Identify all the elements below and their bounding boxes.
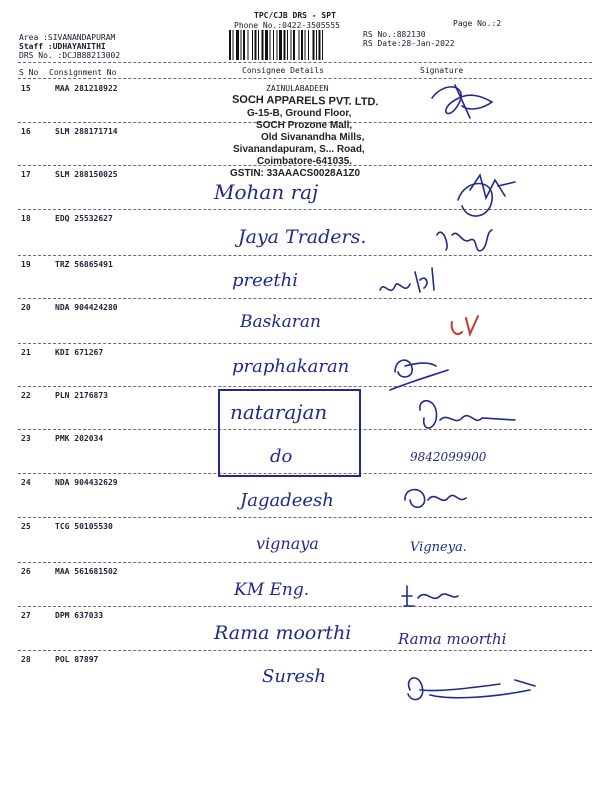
row-sno: 16: [21, 127, 31, 136]
row-consignee-name: preethi: [232, 270, 299, 291]
signature-17: [458, 175, 515, 216]
row-consignee-name: Mohan raj: [214, 180, 319, 204]
row-sno: 24: [21, 478, 31, 487]
row-consignment-no: SLM 288171714: [55, 127, 118, 136]
printed-consignee-name: ZAINULABADEEN: [266, 84, 329, 93]
row-sno: 18: [21, 214, 31, 223]
row-sno: 17: [21, 170, 31, 179]
staff-field: Staff :UDHAYANITHI: [19, 42, 106, 51]
row-consignment-no: PMK 202034: [55, 434, 104, 443]
row-consignment-no: NDA 904424280: [55, 303, 118, 312]
stamp-line2: SOCH Prozone Mall,: [256, 120, 353, 131]
row-sno: 28: [21, 655, 31, 664]
row-consignment-no: POL 87897: [55, 655, 99, 664]
row-consignee-name: Baskaran: [240, 312, 321, 332]
col-signature: Signature: [420, 66, 464, 75]
row-consignment-no: TRZ 56865491: [55, 260, 113, 269]
row-consignment-no: NDA 904432629: [55, 478, 118, 487]
stamp-company: SOCH APPARELS PVT. LTD.: [231, 93, 379, 109]
signature-28: [408, 678, 535, 700]
row-consignee-name: Rama moorthi: [214, 622, 352, 644]
row-consignee-name: natarajan: [230, 400, 328, 424]
row-consignment-no: PLN 2176873: [55, 391, 108, 400]
rs-date: RS Date:28-Jan-2022: [363, 39, 455, 48]
row-consignment-no: MAA 561681502: [55, 567, 118, 576]
stamp-line1: G-15-B, Ground Floor,: [247, 108, 352, 119]
stamp-line5: Coimbatore-641035.: [257, 156, 353, 167]
signature-21: [390, 360, 448, 390]
col-sno: S No: [19, 68, 39, 77]
row-sno: 26: [21, 567, 31, 576]
stamp-gstin: GSTIN: 33AAACS0028A1Z0: [230, 168, 361, 179]
row-sno: 23: [21, 434, 31, 443]
row-consignment-no: KDI 671267: [55, 348, 104, 357]
row-consignee-name: do: [270, 446, 293, 467]
red-mark-20: [452, 316, 478, 334]
row-sno: 15: [21, 84, 31, 93]
row-consignee-name: Jagadeesh: [240, 490, 334, 511]
row-consignment-no: EDQ 25532627: [55, 214, 113, 223]
stamp-line4: Sivanandapuram, S... Road,: [233, 144, 365, 155]
rs-number: RS No.:882130: [363, 30, 426, 39]
row-consignee-name: praphakaran: [232, 356, 350, 377]
signature-24: [405, 490, 466, 508]
signature-15: [432, 85, 492, 118]
row-consignment-no: TCG 50105530: [55, 522, 113, 531]
row-consignment-no: MAA 281218922: [55, 84, 118, 93]
signature-18: [437, 230, 492, 251]
row-sno: 22: [21, 391, 31, 400]
stamp-line3: Old Sivanandha Mills,: [261, 132, 365, 143]
row-sno: 21: [21, 348, 31, 357]
drs-number: DRS No. :DCJB88213002: [19, 51, 121, 60]
row-sno: 25: [21, 522, 31, 531]
row-signature-text: 9842099900: [410, 450, 487, 464]
drs-title: TPC/CJB DRS - SPT: [254, 11, 336, 20]
row-consignee-name: KM Eng.: [234, 580, 310, 600]
col-consignee: Consignee Details: [242, 66, 324, 75]
row-consignee-name: Jaya Traders.: [238, 226, 367, 248]
row-consignee-name: vignaya: [256, 534, 319, 553]
row-sno: 19: [21, 260, 31, 269]
page-number: Page No.:2: [453, 19, 502, 28]
row-consignment-no: SLM 288150025: [55, 170, 118, 179]
col-consignment: Consignment No: [49, 68, 117, 77]
signature-22: [420, 401, 515, 428]
row-consignee-name: Suresh: [262, 666, 327, 687]
phone-number: Phone No.:0422-3505555: [234, 21, 340, 30]
signature-19: [380, 268, 434, 292]
signature-26: [402, 586, 458, 606]
row-consignment-no: DPM 637033: [55, 611, 104, 620]
row-sno: 27: [21, 611, 31, 620]
row-signature-text: Rama moorthi: [398, 630, 507, 648]
row-signature-text: Vigneya.: [410, 540, 467, 555]
area-field: Area :SIVANANDAPURAM: [19, 33, 116, 42]
row-sno: 20: [21, 303, 31, 312]
